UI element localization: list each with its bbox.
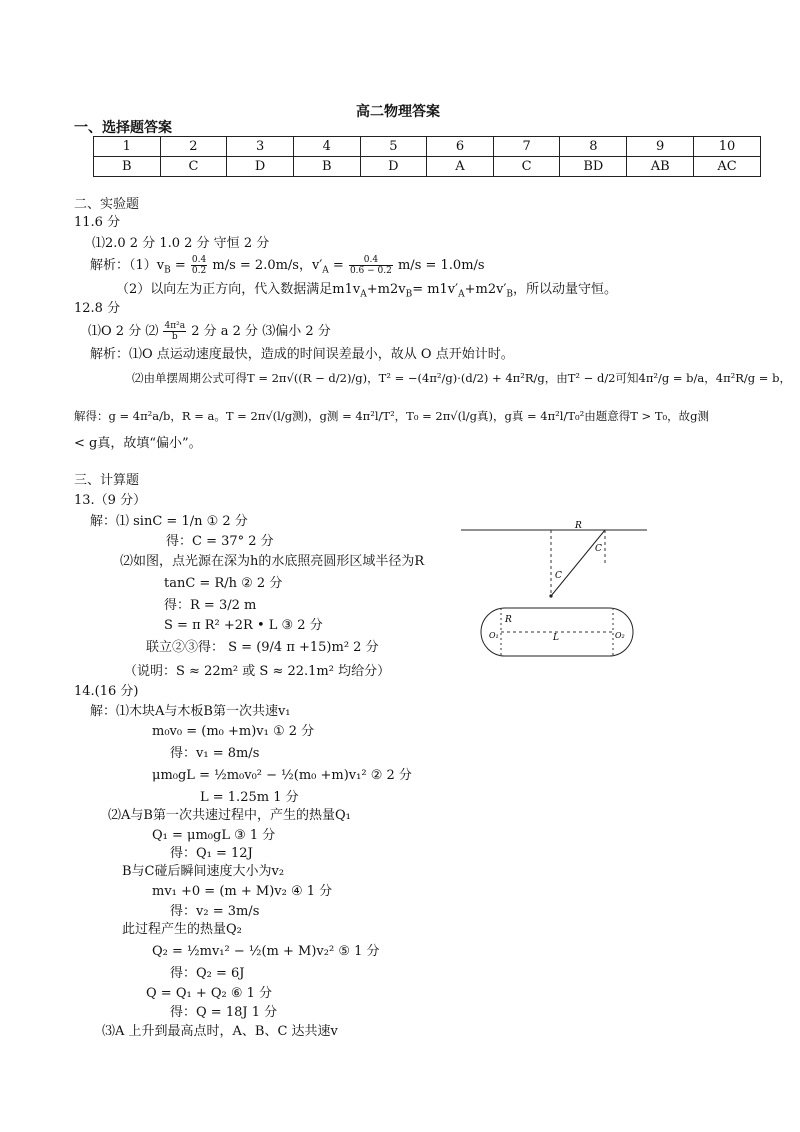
- q11-analysis-2e: ，所以动量守恒。: [513, 282, 618, 297]
- question-number: 3: [227, 137, 294, 157]
- section-heading-experiment: 二、实验题: [74, 197, 140, 212]
- q11-analysis-1: 解析：$(1)v_B$ = $\frac{0.4}{0.2}$ m/s = 2.0m/s，$v'_A$ = $\frac{0.4}{0.6 - 0.2}$ m/s = 1.0m/s: [90, 255, 485, 276]
- section-heading-choice: 一、选择题答案: [74, 120, 172, 136]
- q13-line-1: 解：⑴ sinC = 1/n ① 2 分: [90, 514, 248, 529]
- question-number: 7: [493, 137, 560, 157]
- q14-line-8: 得：Q₁ = 12J: [170, 846, 253, 861]
- table-row: [94, 137, 761, 157]
- light-ray-line: [551, 530, 605, 596]
- q14-line-1: 解：⑴木块A与木板B第一次共速v₁: [90, 704, 291, 719]
- q11-answers: ⑴2.0 2 分 1.0 2 分 守恒 2 分: [92, 236, 270, 251]
- q12-answers: [88, 320, 331, 342]
- q12-heading: 12.8 分: [74, 301, 121, 316]
- q12-analysis-1: 解析：⑴O 点运动速度最快，造成的时间误差最小，故从 O 点开始计时。: [90, 347, 514, 362]
- answer-cell: AB: [627, 157, 694, 177]
- fig-label-o1: O₁: [489, 631, 499, 640]
- q11-analysis-1c: m/s = 1.0m/s: [397, 258, 485, 273]
- answer-cell: C: [493, 157, 560, 177]
- q11-analysis-1a: 解析：（1）v: [90, 258, 165, 273]
- q14-line-10: mv₁ +0 = (m + M)v₂ ④ 1 分: [152, 884, 333, 899]
- q11-analysis-1b: m/s = 2.0m/s，v′: [212, 258, 323, 273]
- question-number: 10: [694, 137, 761, 157]
- question-number: 1: [94, 137, 161, 157]
- table-row: [94, 157, 761, 177]
- fig-label-c-top: C: [595, 544, 602, 554]
- question-number: 8: [560, 137, 627, 157]
- q13-heading: 13.（9 分）: [74, 493, 147, 508]
- answer-cell: B: [94, 157, 161, 177]
- fraction: $\frac{0.4}{0.2}$: [191, 255, 207, 276]
- question-number: 6: [427, 137, 494, 157]
- q14-line-6: ⑵A与B第一次共速过程中，产生的热量Q₁: [108, 808, 351, 823]
- answer-table: [93, 136, 761, 177]
- q11-heading: 11.6 分: [74, 215, 121, 230]
- light-source-point: [549, 594, 552, 597]
- q13-line-2: 得：C = 37° 2 分: [166, 534, 274, 549]
- q11-analysis-2d: +m2v′: [464, 282, 507, 297]
- q11-analysis-2: （2）以向左为正方向，代入数据满足$m1v_A+m2v_B= m1v'_A+m2v'_B$，所以动量守恒。: [116, 282, 618, 300]
- q13-line-3: ⑵如图，点光源在深为h的水底照亮圆形区域半径为R: [120, 554, 425, 569]
- q12-analysis-4: < g真，故填“偏小”。: [74, 436, 202, 451]
- q13-line-5: 得：R = 3/2 m: [164, 598, 257, 613]
- q13-line-4: tanC = R/h ② 2 分: [164, 576, 283, 591]
- q14-line-17: ⑶A 上升到最高点时，A、B、C 达共速v: [102, 1024, 338, 1039]
- fraction: $\frac{0.4}{0.6 - 0.2}$: [349, 255, 392, 276]
- question-number: 9: [627, 137, 694, 157]
- q11-analysis-2b: +m2v: [366, 282, 406, 297]
- answer-cell: AC: [694, 157, 761, 177]
- answer-cell: D: [360, 157, 427, 177]
- q14-line-4: μm₀gL = ½m₀v₀² − ½(m₀ +m)v₁² ② 2 分: [152, 768, 412, 783]
- q14-line-11: 得：v₂ = 3m/s: [170, 904, 260, 919]
- fig-label-l: L: [553, 633, 559, 643]
- q13-figure: [455, 518, 655, 668]
- answer-cell: A: [427, 157, 494, 177]
- fig-label-r2: R: [505, 615, 512, 625]
- fig-label-o2: O₂: [615, 631, 625, 640]
- q13-line-7: 联立②③得： S = (9/4 π +15)m² 2 分: [146, 640, 379, 655]
- q12-analysis-2: ⑵由单摆周期公式可得T = 2π√((R − d/2)/g)，T² = −(4π²/g)·(d/2) + 4π²R/g，由T² − d/2可知4π²/g = b/a，4π²R/g = b，: [132, 371, 791, 385]
- q14-line-3: 得：v₁ = 8m/s: [170, 746, 260, 761]
- question-number: 5: [360, 137, 427, 157]
- q14-heading: 14.(16 分): [74, 684, 139, 699]
- q14-line-2: m₀v₀ = (m₀ +m)v₁ ① 2 分: [152, 724, 315, 739]
- answer-cell: D: [227, 157, 294, 177]
- q14-line-9: B与C碰后瞬间速度大小为v₂: [122, 864, 285, 879]
- q14-line-16: 得：Q = 18J 1 分: [170, 1005, 278, 1020]
- question-number: 4: [293, 137, 360, 157]
- q14-line-15: Q = Q₁ + Q₂ ⑥ 1 分: [146, 986, 273, 1001]
- q14-line-13: Q₂ = ½mv₁² − ½(m + M)v₂² ⑤ 1 分: [152, 944, 380, 959]
- q12-analysis-3: 解得：g = 4π²a/b，R = a。T = 2π√(l/g测)，g测 = 4π²l/T²，T₀ = 2π√(l/g真)，g真 = 4π²l/T₀²由题意得T > T₀，故g测: [74, 409, 709, 423]
- q12-answers-a: ⑴O 2 分 ⑵: [88, 324, 159, 339]
- q13-line-6: S = π R² +2R • L ③ 2 分: [164, 618, 323, 633]
- answer-cell: B: [293, 157, 360, 177]
- answer-cell: C: [160, 157, 227, 177]
- fig-label-c-bottom: C: [555, 571, 562, 581]
- q14-line-5: L = 1.25m 1 分: [200, 790, 299, 805]
- q14-line-7: Q₁ = μm₀gL ③ 1 分: [152, 828, 276, 843]
- q13-line-8: （说明：S ≈ 22m² 或 S ≈ 22.1m² 均给分）: [124, 664, 391, 679]
- q12-answers-b: 2 分 a 2 分 ⑶偏小 2 分: [191, 324, 331, 339]
- section-heading-calculation: 三、计算题: [74, 473, 140, 488]
- q14-line-12: 此过程产生的热量Q₂: [122, 922, 242, 937]
- q11-analysis-2a: （2）以向左为正方向，代入数据满足m1v: [116, 282, 361, 297]
- answer-cell: BD: [560, 157, 627, 177]
- question-number: 2: [160, 137, 227, 157]
- fraction: $\frac{\text{4π²a}}{b}$: [164, 321, 186, 342]
- q11-analysis-2c: = m1v′: [412, 282, 459, 297]
- q14-line-14: 得：Q₂ = 6J: [170, 966, 245, 981]
- fig-label-r: R: [575, 521, 582, 531]
- page-title: 高二物理答案: [356, 104, 440, 120]
